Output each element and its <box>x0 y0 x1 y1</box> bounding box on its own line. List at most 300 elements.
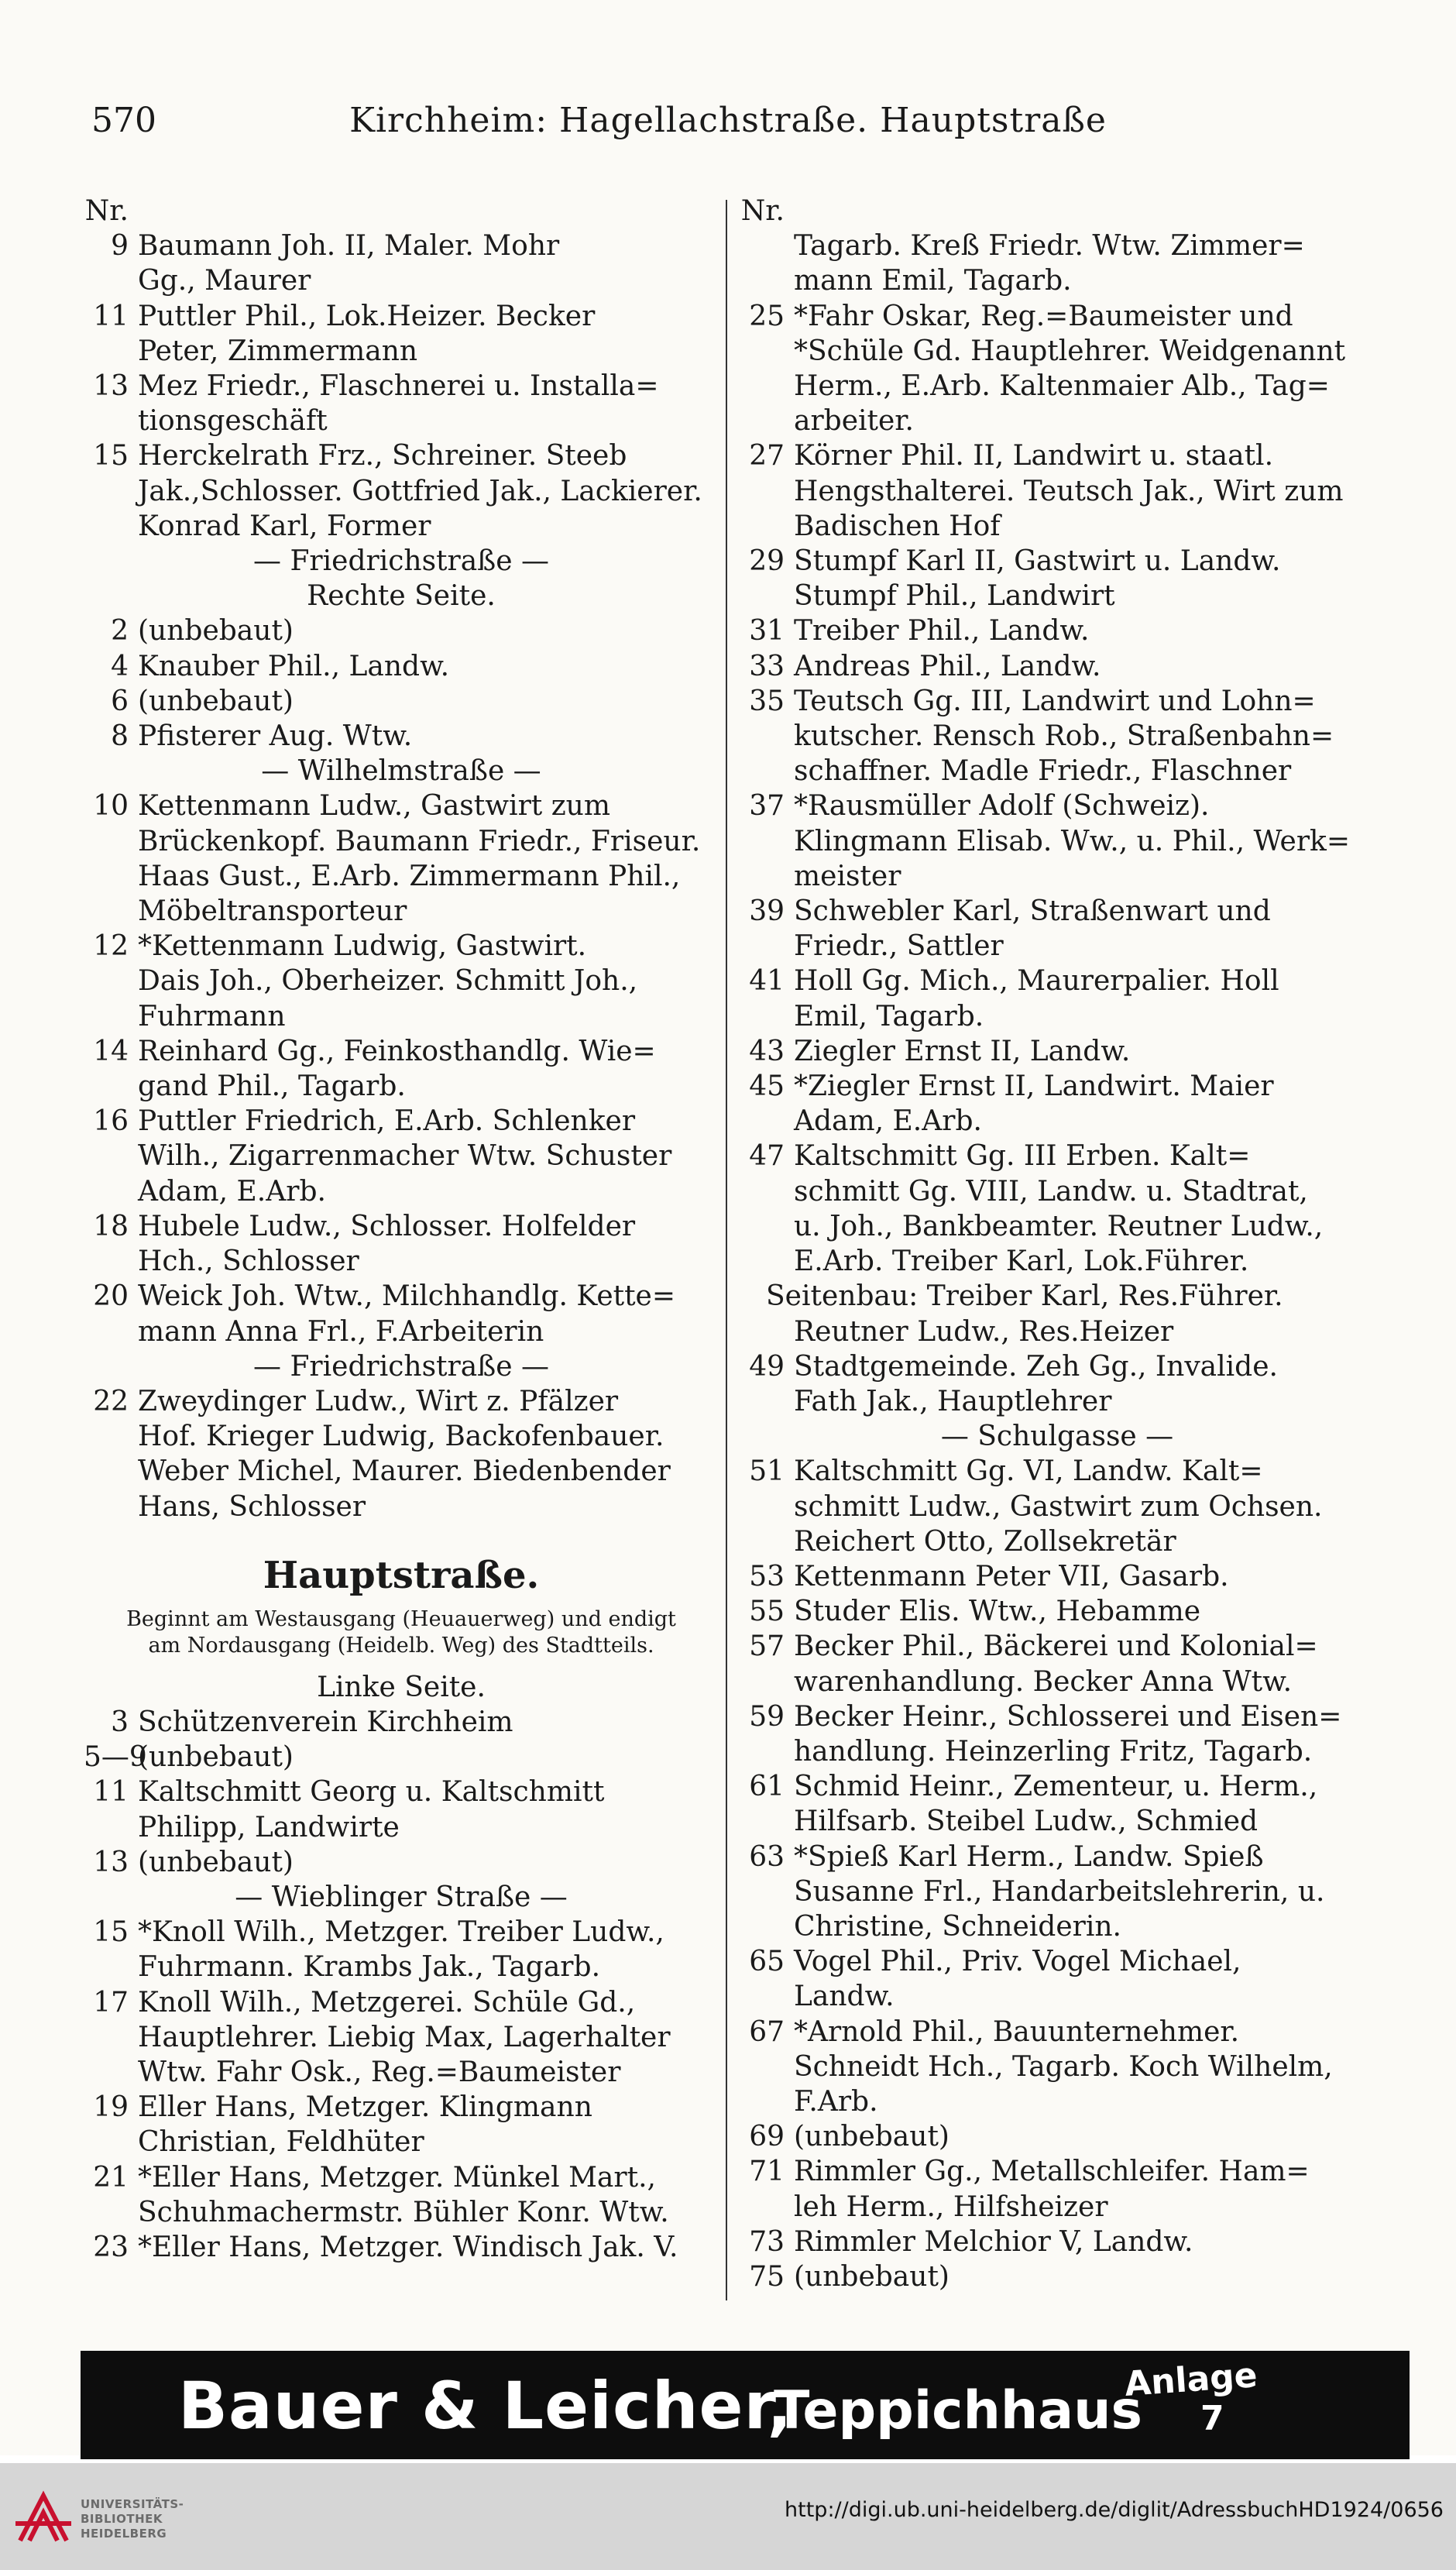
entry-text: Tagarb. Kreß Friedr. Wtw. Zimmer= <box>794 230 1305 263</box>
house-number: 2 <box>111 615 129 648</box>
house-number: 47 <box>749 1140 785 1173</box>
directory-line <box>84 789 719 823</box>
directory-line <box>740 1629 1375 1664</box>
directory-line <box>740 824 1375 859</box>
house-number: 8 <box>111 720 129 753</box>
entry-text: Haas Gust., E.Arb. Zimmermann Phil., <box>138 860 681 892</box>
directory-line <box>740 1314 1375 1349</box>
entry-text: Puttler Friedrich, E.Arb. Schlenker <box>138 1105 636 1138</box>
entry-text: Kaltschmitt Georg u. Kaltschmitt <box>138 1776 605 1809</box>
house-number: 12 <box>93 930 129 963</box>
entry-text: Hilfsarb. Steibel Ludw., Schmied <box>794 1806 1259 1838</box>
entry-text: kutscher. Rensch Rob., Straßenbahn= <box>794 720 1334 753</box>
directory-line <box>84 1314 719 1349</box>
left-entries-block-1 <box>84 194 719 1524</box>
house-number: 23 <box>93 2231 129 2263</box>
street-divider <box>84 544 719 579</box>
directory-line <box>740 2084 1375 2119</box>
directory-line <box>84 649 719 684</box>
directory-line <box>740 894 1375 929</box>
directory-line <box>84 2055 719 2090</box>
entry-text: Reutner Ludw., Res.Heizer <box>794 1315 1174 1348</box>
house-number: 55 <box>749 1596 785 1628</box>
directory-line <box>740 1524 1375 1559</box>
house-number: 61 <box>749 1771 785 1803</box>
house-number: 63 <box>749 1840 785 1873</box>
directory-line <box>84 2160 719 2195</box>
divider-text: — Schulgasse — <box>940 1421 1174 1453</box>
house-number: 41 <box>749 965 785 998</box>
house-number: 17 <box>93 1986 129 2019</box>
entry-text: Ziegler Ernst II, Landw. <box>794 1035 1131 1067</box>
directory-line <box>740 1979 1375 2014</box>
house-number: 14 <box>93 1035 129 1067</box>
directory-line <box>740 1559 1375 1594</box>
entry-text: Konrad Karl, Former <box>138 510 431 542</box>
entry-text: Schwebler Karl, Straßenwart und <box>794 895 1271 928</box>
entry-text: Puttler Phil., Lok.Heizer. Becker <box>138 300 596 332</box>
house-number: 3 <box>111 1706 129 1738</box>
directory-line <box>84 2090 719 2125</box>
entry-text: Dais Joh., Oberheizer. Schmitt Joh., <box>138 965 638 998</box>
directory-line <box>84 1174 719 1209</box>
entry-text: leh Herm., Hilfsheizer <box>794 2190 1108 2223</box>
entry-text: *Rausmüller Adolf (Schweiz). <box>794 790 1210 823</box>
entry-text: Schuhmachermstr. Bühler Konr. Wtw. <box>138 2196 669 2228</box>
directory-line <box>740 1279 1375 1314</box>
directory-line <box>84 404 719 438</box>
entry-text: Rimmler Melchior V, Landw. <box>794 2225 1193 2258</box>
entry-text: Kaltschmitt Gg. VI, Landw. Kalt= <box>794 1455 1263 1488</box>
library-name-line: HEIDELBERG <box>81 2527 167 2541</box>
house-number: 65 <box>749 1946 785 1978</box>
house-number: 4 <box>111 650 129 682</box>
entry-text: Kettenmann Ludw., Gastwirt zum <box>138 790 610 823</box>
directory-line <box>84 438 719 473</box>
entry-text: Wtw. Fahr Osk., Reg.=Baumeister <box>138 2056 621 2088</box>
directory-line <box>740 964 1375 998</box>
house-number: 25 <box>749 300 785 332</box>
entry-text: Peter, Zimmermann <box>138 335 418 367</box>
directory-line <box>740 438 1375 473</box>
house-number: 37 <box>749 790 785 823</box>
section-heading: Hauptstraße. <box>263 1553 540 1597</box>
entry-text: Adam, E.Arb. <box>794 1105 982 1138</box>
entry-text: Studer Elis. Wtw., Hebamme <box>794 1596 1201 1628</box>
entry-text: meister <box>794 860 901 892</box>
entry-text: Christine, Schneiderin. <box>794 1910 1121 1943</box>
directory-line <box>740 1734 1375 1769</box>
entry-text: Fath Jak., Hauptlehrer <box>794 1385 1112 1417</box>
entry-text: Hof. Krieger Ludwig, Backofenbauer. <box>138 1421 664 1453</box>
directory-line <box>740 2119 1375 2154</box>
directory-line <box>84 299 719 334</box>
directory-line <box>84 1740 719 1775</box>
entry-text: Weick Joh. Wtw., Milchhandlg. Kette= <box>138 1280 676 1313</box>
running-title: Kirchheim: Hagellachstraße. Hauptstraße <box>349 101 1107 140</box>
entry-text: handlung. Heinzerling Fritz, Tagarb. <box>794 1735 1313 1768</box>
house-number: 29 <box>749 545 785 578</box>
divider-text: — Friedrichstraße — <box>253 545 549 578</box>
house-number: 31 <box>749 615 785 648</box>
house-number: 9 <box>111 230 129 263</box>
entry-text: (unbebaut) <box>138 1846 294 1878</box>
directory-line <box>740 649 1375 684</box>
entry-text: Hubele Ludw., Schlosser. Holfelder <box>138 1210 636 1242</box>
directory-line <box>740 1034 1375 1069</box>
directory-line <box>84 1104 719 1139</box>
entry-text: Becker Heinr., Schlosserei und Eisen= <box>794 1700 1342 1733</box>
house-number: 59 <box>749 1700 785 1733</box>
street-divider <box>740 1419 1375 1454</box>
divider-text: — Wieblinger Straße — <box>235 1881 568 1913</box>
directory-line <box>740 1489 1375 1524</box>
house-number: 16 <box>93 1105 129 1138</box>
entry-text: Badischen Hof <box>794 510 1001 542</box>
entry-text: Teutsch Gg. III, Landwirt und Lohn= <box>794 685 1316 717</box>
entry-text: Reichert Otto, Zollsekretär <box>794 1525 1176 1558</box>
entry-text: tionsgeschäft <box>138 405 328 438</box>
entry-text: Adam, E.Arb. <box>138 1175 326 1208</box>
directory-line <box>84 2020 719 2055</box>
banner-company-name: Bauer & Leicher, <box>178 2368 793 2444</box>
street-divider <box>84 1349 719 1384</box>
directory-line <box>84 1244 719 1279</box>
directory-line <box>740 719 1375 754</box>
entry-text: Weber Michel, Maurer. Biedenbender <box>138 1455 671 1488</box>
entry-text: Holl Gg. Mich., Maurerpalier. Holl <box>794 965 1279 998</box>
directory-line <box>740 1909 1375 1944</box>
directory-line <box>84 1139 719 1173</box>
house-number: 10 <box>93 790 129 823</box>
house-number: 15 <box>93 1916 129 1949</box>
intro-line: am Nordausgang (Heidelb. Weg) des Stadtteils. <box>148 1633 654 1658</box>
street-divider <box>84 1880 719 1915</box>
entry-text: (unbebaut) <box>138 685 294 717</box>
directory-line <box>740 1454 1375 1489</box>
intro-line: Beginnt am Westausgang (Heuauerweg) und endigt <box>126 1606 676 1631</box>
house-number: 45 <box>749 1070 785 1103</box>
directory-line <box>740 2190 1375 2225</box>
entry-text: *Ziegler Ernst II, Landwirt. Maier <box>794 1070 1274 1103</box>
directory-line <box>84 1705 719 1740</box>
house-number: 15 <box>93 440 129 472</box>
directory-line <box>740 1174 1375 1209</box>
entry-text: gand Phil., Tagarb. <box>138 1070 406 1103</box>
house-number: 35 <box>749 685 785 717</box>
entry-text: warenhandlung. Becker Anna Wtw. <box>794 1665 1293 1698</box>
directory-line <box>740 334 1375 369</box>
entry-text: Susanne Frl., Handarbeitslehrerin, u. <box>794 1875 1325 1908</box>
entry-text: Herm., E.Arb. Kaltenmaier Alb., Tag= <box>794 370 1330 403</box>
entry-text: u. Joh., Bankbeamter. Reutner Ludw., <box>794 1210 1324 1242</box>
entry-text: *Kettenmann Ludwig, Gastwirt. <box>138 930 587 963</box>
entry-text: Friedr., Sattler <box>794 930 1004 963</box>
directory-line <box>84 1810 719 1845</box>
directory-line <box>84 1069 719 1104</box>
directory-line <box>740 1840 1375 1874</box>
left-entries-block-2 <box>84 1670 719 2265</box>
directory-line <box>84 369 719 404</box>
entry-text: *Knoll Wilh., Metzger. Treiber Ludw., <box>138 1916 664 1949</box>
entry-text: Fuhrmann <box>138 1000 286 1032</box>
university-library-logo-icon[interactable] <box>12 2486 74 2548</box>
house-number: 27 <box>749 440 785 472</box>
directory-line <box>84 929 719 964</box>
house-number: 22 <box>93 1385 129 1417</box>
directory-line <box>84 1775 719 1809</box>
directory-line <box>740 929 1375 964</box>
entry-text: Brückenkopf. Baumann Friedr., Friseur. <box>138 825 701 857</box>
house-number: 19 <box>93 2091 129 2124</box>
directory-line <box>740 579 1375 613</box>
directory-line <box>740 299 1375 334</box>
directory-line <box>740 1769 1375 1804</box>
page-number: 570 <box>91 101 156 140</box>
entry-text: Hans, Schlosser <box>138 1490 366 1523</box>
divider-text: — Wilhelmstraße — <box>261 755 541 788</box>
street-divider <box>84 1670 719 1705</box>
entry-text: arbeiter. <box>794 405 915 438</box>
entry-text: Jak.,Schlosser. Gottfried Jak., Lackierer. <box>138 475 702 507</box>
street-divider <box>84 754 719 789</box>
directory-line <box>84 999 719 1034</box>
entry-text: *Spieß Karl Herm., Landw. Spieß <box>794 1840 1264 1873</box>
directory-line <box>740 1069 1375 1104</box>
entry-text: Hch., Schlosser <box>138 1245 359 1278</box>
directory-line <box>740 2225 1375 2259</box>
entry-text: Seitenbau: Treiber Karl, Res.Führer. <box>766 1280 1283 1313</box>
house-number: 13 <box>93 370 129 403</box>
source-url-link[interactable]: http://digi.ub.uni-heidelberg.de/diglit/AdressbuchHD1924/0656 <box>785 2498 1444 2522</box>
advertisement-banner <box>81 2351 1410 2459</box>
banner-anlage-number: 7 <box>1200 2399 1224 2438</box>
directory-line <box>740 754 1375 789</box>
house-number: 49 <box>749 1350 785 1383</box>
divider-text: — Friedrichstraße — <box>253 1350 549 1383</box>
house-number: 71 <box>749 2156 785 2188</box>
column-divider <box>726 200 727 2300</box>
house-number: Nr. <box>84 195 129 227</box>
entry-text: Andreas Phil., Landw. <box>794 650 1101 682</box>
directory-line <box>84 2125 719 2159</box>
directory-line <box>740 263 1375 298</box>
directory-line <box>740 1944 1375 1979</box>
directory-line <box>84 1489 719 1524</box>
directory-line <box>740 1349 1375 1384</box>
entry-text: Baumann Joh. II, Maler. Mohr <box>138 230 560 263</box>
directory-line <box>740 369 1375 404</box>
house-number: 67 <box>749 2015 785 2048</box>
directory-line <box>84 1419 719 1454</box>
house-number: 73 <box>749 2225 785 2258</box>
banner-anlage: Anlage <box>1123 2355 1259 2404</box>
entry-text: Hauptlehrer. Liebig Max, Lagerhalter <box>138 2021 671 2053</box>
directory-line <box>740 1209 1375 1244</box>
directory-line <box>740 194 1375 228</box>
entry-text: Stadtgemeinde. Zeh Gg., Invalide. <box>794 1350 1278 1383</box>
directory-line <box>84 2230 719 2265</box>
directory-line <box>84 1279 719 1314</box>
directory-line <box>84 824 719 859</box>
entry-text: Eller Hans, Metzger. Klingmann <box>138 2091 592 2124</box>
entry-text: Knoll Wilh., Metzgerei. Schüle Gd., <box>138 1986 636 2019</box>
directory-line <box>740 1699 1375 1734</box>
entry-text: (unbebaut) <box>794 2121 949 2153</box>
directory-line <box>740 1384 1375 1419</box>
directory-line <box>84 1454 719 1489</box>
divider-text: Linke Seite. <box>317 1671 486 1703</box>
entry-text: Mez Friedr., Flaschnerei u. Installa= <box>138 370 659 403</box>
directory-line <box>740 613 1375 648</box>
directory-line <box>84 964 719 998</box>
directory-line <box>84 1845 719 1880</box>
directory-line <box>84 859 719 894</box>
directory-line <box>740 228 1375 263</box>
directory-line <box>740 1874 1375 1909</box>
entry-text: schaffner. Madle Friedr., Flaschner <box>794 755 1292 788</box>
right-entries-block <box>740 194 1375 2294</box>
entry-text: (unbebaut) <box>794 2260 949 2293</box>
directory-line <box>740 544 1375 579</box>
entry-text: Fuhrmann. Krambs Jak., Tagarb. <box>138 1951 601 1984</box>
entry-text: Wilh., Zigarrenmacher Wtw. Schuster <box>138 1140 672 1173</box>
entry-text: Möbeltransporteur <box>138 895 407 928</box>
directory-line <box>84 1034 719 1069</box>
directory-line <box>740 2049 1375 2084</box>
directory-line <box>740 2015 1375 2049</box>
house-number: 21 <box>93 2161 129 2194</box>
entry-text: *Eller Hans, Metzger. Windisch Jak. V. <box>138 2231 678 2263</box>
entry-text: Kaltschmitt Gg. III Erben. Kalt= <box>794 1140 1251 1173</box>
entry-text: Reinhard Gg., Feinkosthandlg. Wie= <box>138 1035 656 1067</box>
entry-text: (unbebaut) <box>138 615 294 648</box>
directory-line <box>740 1665 1375 1699</box>
directory-line <box>740 859 1375 894</box>
entry-text: (unbebaut) <box>138 1741 294 1774</box>
entry-text: Schneidt Hch., Tagarb. Koch Wilhelm, <box>794 2050 1333 2083</box>
entry-text: Hengsthalterei. Teutsch Jak., Wirt zum <box>794 475 1344 507</box>
house-number: 69 <box>749 2121 785 2153</box>
entry-text: schmitt Gg. VIII, Landw. u. Stadtrat, <box>794 1175 1308 1208</box>
entry-text: schmitt Ludw., Gastwirt zum Ochsen. <box>794 1490 1323 1523</box>
directory-line <box>740 404 1375 438</box>
directory-line <box>740 789 1375 823</box>
section-intro <box>84 1606 719 1659</box>
house-number: 75 <box>749 2260 785 2293</box>
entry-text: Emil, Tagarb. <box>794 1000 984 1032</box>
directory-line <box>84 1209 719 1244</box>
entry-text: Christian, Feldhüter <box>138 2126 424 2159</box>
entry-text: *Eller Hans, Metzger. Münkel Mart., <box>138 2161 656 2194</box>
directory-line <box>84 194 719 228</box>
house-number: 20 <box>93 1280 129 1313</box>
library-name-line: BIBLIOTHEK <box>81 2512 163 2526</box>
directory-line <box>740 2259 1375 2294</box>
directory-line <box>84 613 719 648</box>
entry-text: Schmid Heinr., Zementeur, u. Herm., <box>794 1771 1318 1803</box>
directory-line <box>740 1139 1375 1173</box>
entry-text: Knauber Phil., Landw. <box>138 650 450 682</box>
house-number: 51 <box>749 1455 785 1488</box>
entry-text: Stumpf Karl II, Gastwirt u. Landw. <box>794 545 1281 578</box>
directory-line <box>84 1985 719 2020</box>
directory-line <box>84 474 719 509</box>
house-number: 43 <box>749 1035 785 1067</box>
entry-text: Treiber Phil., Landw. <box>794 615 1090 648</box>
house-number: 53 <box>749 1560 785 1593</box>
directory-line <box>740 1104 1375 1139</box>
entry-text: Becker Phil., Bäckerei und Kolonial= <box>794 1630 1318 1663</box>
house-number: 57 <box>749 1630 785 1663</box>
street-divider <box>84 579 719 613</box>
directory-line <box>740 474 1375 509</box>
directory-line <box>84 719 719 754</box>
entry-text: Herckelrath Frz., Schreiner. Steeb <box>138 440 627 472</box>
entry-text: Klingmann Elisab. Ww., u. Phil., Werk= <box>794 825 1351 857</box>
left-column <box>84 194 719 2265</box>
directory-line <box>84 2195 719 2230</box>
entry-text: *Schüle Gd. Hauptlehrer. Weidgenannt <box>794 335 1346 367</box>
directory-line <box>740 509 1375 544</box>
directory-line <box>84 334 719 369</box>
entry-text: Kettenmann Peter VII, Gasarb. <box>794 1560 1229 1593</box>
house-number: 18 <box>93 1210 129 1242</box>
entry-text: *Arnold Phil., Bauunternehmer. <box>794 2015 1240 2048</box>
directory-line <box>84 1950 719 1984</box>
viewer-footer <box>0 2463 1456 2570</box>
house-number: 5—9 <box>84 1741 147 1774</box>
directory-line <box>84 1915 719 1950</box>
entry-text: mann Anna Frl., F.Arbeiterin <box>138 1315 544 1348</box>
entry-text: mann Emil, Tagarb. <box>794 265 1072 297</box>
directory-line <box>84 263 719 298</box>
directory-line <box>740 1804 1375 1839</box>
house-number: 33 <box>749 650 785 682</box>
house-number: 11 <box>93 1776 129 1809</box>
directory-line <box>740 2154 1375 2189</box>
directory-line <box>740 1244 1375 1279</box>
directory-line <box>84 228 719 263</box>
directory-line <box>84 894 719 929</box>
entry-text: Gg., Maurer <box>138 265 311 297</box>
entry-text: Pfisterer Aug. Wtw. <box>138 720 413 753</box>
entry-text: Philipp, Landwirte <box>138 1811 400 1843</box>
directory-line <box>740 1594 1375 1629</box>
entry-text: Zweydinger Ludw., Wirt z. Pfälzer <box>138 1385 619 1417</box>
entry-text: Landw. <box>794 1981 895 2013</box>
directory-line <box>84 684 719 719</box>
house-number: 6 <box>111 685 129 717</box>
library-name-line: UNIVERSITÄTS- <box>81 2497 184 2511</box>
entry-text: F.Arb. <box>794 2085 878 2118</box>
entry-text: Körner Phil. II, Landwirt u. staatl. <box>794 440 1274 472</box>
entry-text: E.Arb. Treiber Karl, Lok.Führer. <box>794 1245 1249 1278</box>
directory-line <box>740 684 1375 719</box>
entry-text: *Fahr Oskar, Reg.=Baumeister und <box>794 300 1293 332</box>
house-number: 11 <box>93 300 129 332</box>
house-number: Nr. <box>740 195 785 227</box>
house-number: 39 <box>749 895 785 928</box>
house-number: 13 <box>93 1846 129 1878</box>
divider-text: Rechte Seite. <box>307 580 496 613</box>
entry-text: Rimmler Gg., Metallschleifer. Ham= <box>794 2156 1310 2188</box>
right-column <box>740 194 1375 2294</box>
entry-text: Stumpf Phil., Landwirt <box>794 580 1115 613</box>
entry-text: Vogel Phil., Priv. Vogel Michael, <box>794 1946 1241 1978</box>
entry-text: Schützenverein Kirchheim <box>138 1706 513 1738</box>
directory-line <box>84 1384 719 1419</box>
